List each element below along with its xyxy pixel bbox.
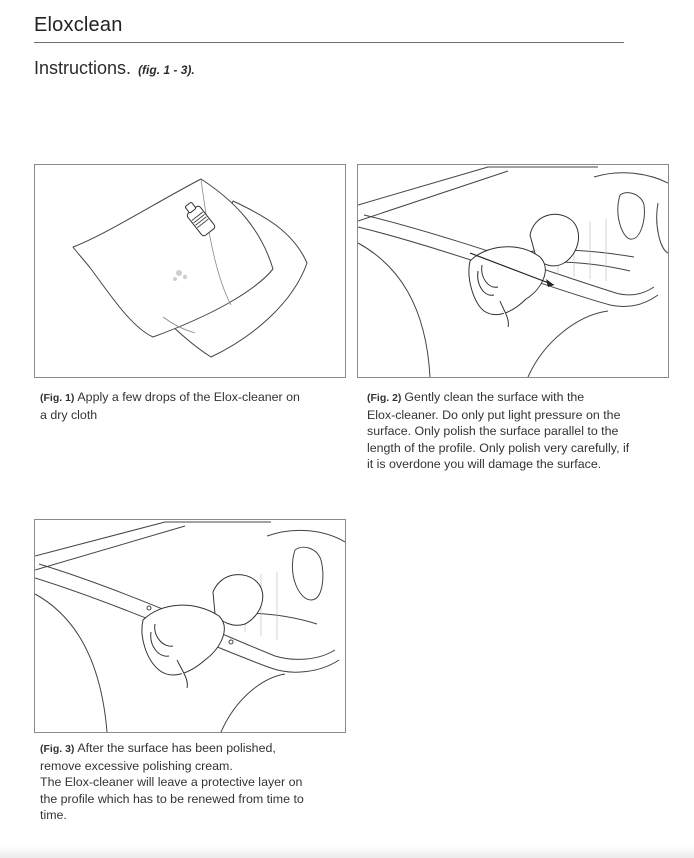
- instructions-figure-reference: (fig. 1 - 3).: [138, 63, 195, 77]
- figure-1-illustration: [34, 164, 346, 378]
- page-bottom-edge: [0, 846, 694, 858]
- figure-1-caption: (Fig. 1) Apply a few drops of the Elox-cleaner on a dry cloth: [40, 390, 300, 422]
- title-divider: [34, 42, 624, 43]
- figure-3-illustration: [34, 519, 346, 733]
- figure-2-label: (Fig. 2): [367, 392, 402, 404]
- wiping-rail-drawing: [35, 520, 345, 732]
- cloth-and-bottle-drawing: [35, 165, 345, 377]
- figure-3-label: (Fig. 3): [40, 743, 75, 755]
- gloved-hand-icon: [469, 214, 579, 327]
- figure-1-label: (Fig. 1): [40, 392, 75, 404]
- figure-3-caption: (Fig. 3) After the surface has been polished, remove excessive polishing cream. The Elox-cleaner will leave a protective layer on the profile which has to be renewed from time to time.: [40, 741, 304, 823]
- instructions-label: Instructions.: [34, 58, 132, 78]
- figure-2-caption: (Fig. 2) Gently clean the surface with the Elox-cleaner. Do only put light pressure on the surface. Only polish the surface parallel to the length of the profile. Only polish very carefully, if it is overdone you will damage the surface.: [367, 390, 630, 472]
- page-title: Eloxclean: [34, 14, 123, 36]
- figure-2-illustration: [357, 164, 669, 378]
- polishing-rail-drawing: [358, 165, 668, 377]
- gloved-hand-icon: [142, 575, 263, 688]
- instructions-heading: [34, 58, 195, 79]
